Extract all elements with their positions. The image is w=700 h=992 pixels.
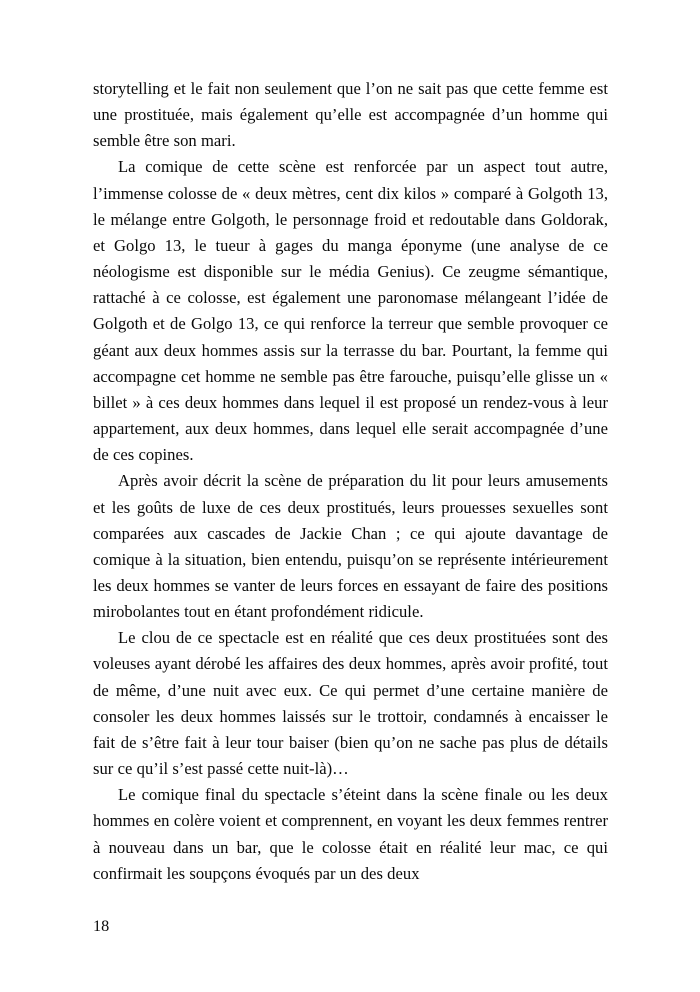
paragraph: storytelling et le fait non seulement que l’on ne sait pas que cette femme est une prostituée, mais également qu’elle est accompagnée d’un homme qui semble être son mari. — [93, 79, 608, 151]
body-text — [93, 76, 608, 887]
paragraph: Le comique final du spectacle s’éteint dans la scène finale ou les deux hommes en colère voient et comprennent, en voyant les deux femmes rentrer à nouveau dans un bar, que le colosse était en réalité leur mac, ce qui confirmait les soupçons évoqués par un des deux — [93, 785, 608, 883]
paragraph: La comique de cette scène est renforcée par un aspect tout autre, l’immense colosse de « deux mètres, cent dix kilos » comparé à Golgoth 13, le mélange entre Golgoth, le personnage froid et redoutable dans Goldorak, et Golgo 13, le tueur à gages du manga éponyme (une analyse de ce néologisme est disponible sur le média Genius). Ce zeugme sémantique, rattaché à ce colosse, est également une paronomase mélangeant l’idée de Golgoth et de Golgo 13, ce qui renforce la terreur que semble provoquer ce géant aux deux hommes assis sur la terrasse du bar. Pourtant, la femme qui accompagne cet homme ne semble pas être farouche, puisqu’elle glisse un « billet » à ces deux hommes dans lequel il est proposé un rendez-vous à leur appartement, aux deux hommes, dans lequel elle serait accompagnée d’une de ces copines. — [93, 157, 608, 465]
paragraph: Le clou de ce spectacle est en réalité que ces deux prostituées sont des voleuses ayant dérobé les affaires des deux hommes, après avoir profité, tout de même, d’une nuit avec eux. Ce qui permet d’une certaine manière de consoler les deux hommes laissés sur le trottoir, condamnés à encaisser le fait de s’être fait à leur tour baiser (bien qu’on ne sache pas plus de détails sur ce qu’il s’est passé cette nuit-là)… — [93, 628, 608, 779]
paragraph: Après avoir décrit la scène de préparation du lit pour leurs amusements et les goûts de luxe de ces deux prostitués, leurs prouesses sexuelles sont comparées aux cascades de Jackie Chan ; ce qui ajoute davantage de comique à la situation, bien entendu, puisqu’on se représente intérieurement les deux hommes se vanter de leurs forces en essayant de faire des positions mirobolantes tout en étant profondément ridicule. — [93, 471, 608, 622]
page-number: 18 — [93, 917, 110, 935]
